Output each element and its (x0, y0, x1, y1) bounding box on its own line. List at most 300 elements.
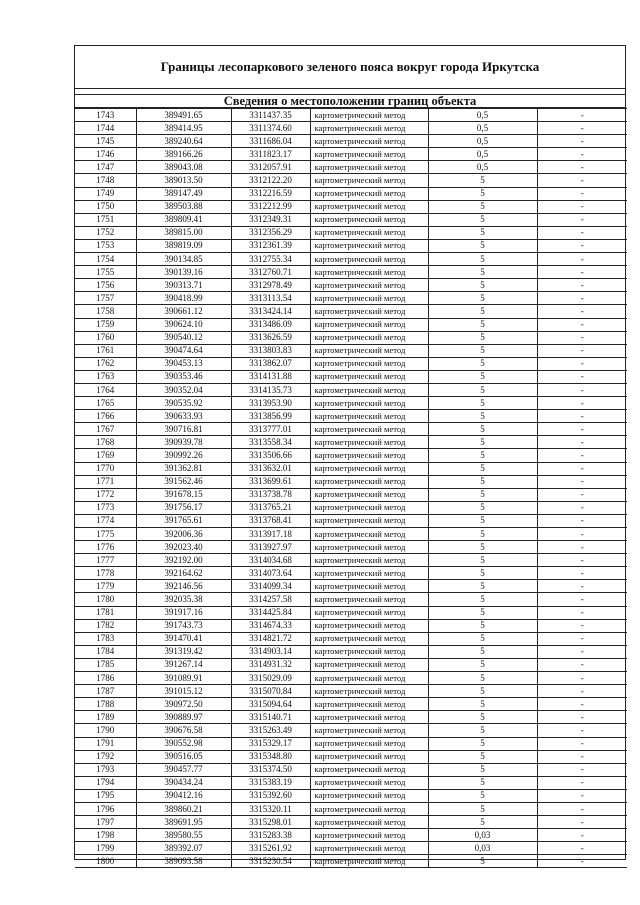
y-coordinate-cell: 3315383.19 (231, 776, 310, 789)
table-row (75, 148, 627, 161)
accuracy-cell: 5 (428, 737, 537, 750)
point-number-cell: 1769 (75, 449, 136, 462)
accuracy-cell: 5 (428, 436, 537, 449)
description-cell: - (537, 541, 627, 554)
x-coordinate-cell: 390134.85 (136, 253, 231, 266)
x-coordinate-cell: 390353.46 (136, 370, 231, 383)
accuracy-cell: 5 (428, 449, 537, 462)
y-coordinate-cell: 3312356.29 (231, 226, 310, 239)
accuracy-cell: 5 (428, 541, 537, 554)
table-row (75, 554, 627, 567)
x-coordinate-cell: 392192.00 (136, 554, 231, 567)
y-coordinate-cell: 3313927.97 (231, 541, 310, 554)
method-cell: картометрический метод (310, 685, 428, 698)
accuracy-cell: 0,5 (428, 122, 537, 135)
point-number-cell: 1784 (75, 645, 136, 658)
description-cell: - (537, 449, 627, 462)
description-cell: - (537, 266, 627, 279)
table-row (75, 109, 627, 122)
point-number-cell: 1747 (75, 161, 136, 174)
point-number-cell: 1750 (75, 200, 136, 213)
description-cell: - (537, 606, 627, 619)
point-number-cell: 1782 (75, 619, 136, 632)
y-coordinate-cell: 3314073.64 (231, 567, 310, 580)
method-cell: картометрический метод (310, 318, 428, 331)
y-coordinate-cell: 3313486.09 (231, 318, 310, 331)
x-coordinate-cell: 390540.12 (136, 331, 231, 344)
x-coordinate-cell: 390716.81 (136, 423, 231, 436)
y-coordinate-cell: 3313738.78 (231, 488, 310, 501)
point-number-cell: 1767 (75, 423, 136, 436)
table-row (75, 357, 627, 370)
x-coordinate-cell: 390992.26 (136, 449, 231, 462)
accuracy-cell: 5 (428, 200, 537, 213)
description-cell: - (537, 855, 627, 868)
x-coordinate-cell: 389580.55 (136, 829, 231, 842)
description-cell: - (537, 410, 627, 423)
point-number-cell: 1783 (75, 632, 136, 645)
method-cell: картометрический метод (310, 253, 428, 266)
method-cell: картометрический метод (310, 580, 428, 593)
x-coordinate-cell: 389392.07 (136, 842, 231, 855)
y-coordinate-cell: 3315140.71 (231, 711, 310, 724)
point-number-cell: 1794 (75, 776, 136, 789)
x-coordinate-cell: 389414.95 (136, 122, 231, 135)
document-frame (74, 45, 626, 866)
method-cell: картометрический метод (310, 292, 428, 305)
table-row (75, 789, 627, 802)
x-coordinate-cell: 391562.46 (136, 475, 231, 488)
accuracy-cell: 0,5 (428, 109, 537, 122)
table-row (75, 829, 627, 842)
accuracy-cell: 5 (428, 711, 537, 724)
method-cell: картометрический метод (310, 763, 428, 776)
page-title: Границы лесопаркового зеленого пояса вокруг города Иркутска (75, 46, 625, 89)
table-row (75, 763, 627, 776)
x-coordinate-cell: 390633.93 (136, 410, 231, 423)
y-coordinate-cell: 3313632.01 (231, 462, 310, 475)
description-cell: - (537, 528, 627, 541)
y-coordinate-cell: 3312755.34 (231, 253, 310, 266)
point-number-cell: 1799 (75, 842, 136, 855)
point-number-cell: 1776 (75, 541, 136, 554)
y-coordinate-cell: 3314131.88 (231, 370, 310, 383)
accuracy-cell: 5 (428, 619, 537, 632)
method-cell: картометрический метод (310, 305, 428, 318)
accuracy-cell: 5 (428, 685, 537, 698)
table-row (75, 449, 627, 462)
accuracy-cell: 5 (428, 357, 537, 370)
section-subtitle: Сведения о местоположении границ объекта (75, 95, 625, 108)
accuracy-cell: 5 (428, 554, 537, 567)
x-coordinate-cell: 390418.99 (136, 292, 231, 305)
description-cell: - (537, 645, 627, 658)
y-coordinate-cell: 3313803.83 (231, 344, 310, 357)
method-cell: картометрический метод (310, 672, 428, 685)
method-cell: картометрический метод (310, 436, 428, 449)
description-cell: - (537, 580, 627, 593)
point-number-cell: 1743 (75, 109, 136, 122)
method-cell: картометрический метод (310, 239, 428, 252)
point-number-cell: 1796 (75, 802, 136, 815)
point-number-cell: 1780 (75, 593, 136, 606)
point-number-cell: 1785 (75, 658, 136, 671)
table-row (75, 410, 627, 423)
point-number-cell: 1753 (75, 239, 136, 252)
description-cell: - (537, 593, 627, 606)
table-row (75, 724, 627, 737)
table-row (75, 685, 627, 698)
point-number-cell: 1765 (75, 397, 136, 410)
point-number-cell: 1781 (75, 606, 136, 619)
x-coordinate-cell: 390535.92 (136, 397, 231, 410)
y-coordinate-cell: 3312760.71 (231, 266, 310, 279)
point-number-cell: 1772 (75, 488, 136, 501)
description-cell: - (537, 475, 627, 488)
y-coordinate-cell: 3314135.73 (231, 383, 310, 396)
point-number-cell: 1788 (75, 698, 136, 711)
accuracy-cell: 5 (428, 580, 537, 593)
description-cell: - (537, 292, 627, 305)
y-coordinate-cell: 3314821.72 (231, 632, 310, 645)
table-row (75, 514, 627, 527)
x-coordinate-cell: 390661.12 (136, 305, 231, 318)
method-cell: картометрический метод (310, 423, 428, 436)
description-cell: - (537, 619, 627, 632)
accuracy-cell: 5 (428, 305, 537, 318)
x-coordinate-cell: 391319.42 (136, 645, 231, 658)
table-row (75, 213, 627, 226)
accuracy-cell: 0,5 (428, 161, 537, 174)
x-coordinate-cell: 390889.97 (136, 711, 231, 724)
x-coordinate-cell: 391743.73 (136, 619, 231, 632)
accuracy-cell: 0,03 (428, 842, 537, 855)
point-number-cell: 1754 (75, 253, 136, 266)
description-cell: - (537, 829, 627, 842)
accuracy-cell: 5 (428, 253, 537, 266)
accuracy-cell: 5 (428, 750, 537, 763)
accuracy-cell: 5 (428, 383, 537, 396)
point-number-cell: 1777 (75, 554, 136, 567)
table-row (75, 816, 627, 829)
x-coordinate-cell: 390412.16 (136, 789, 231, 802)
x-coordinate-cell: 390457.77 (136, 763, 231, 776)
description-cell: - (537, 501, 627, 514)
description-cell: - (537, 658, 627, 671)
x-coordinate-cell: 392023.40 (136, 541, 231, 554)
method-cell: картометрический метод (310, 501, 428, 514)
description-cell: - (537, 724, 627, 737)
method-cell: картометрический метод (310, 449, 428, 462)
accuracy-cell: 5 (428, 672, 537, 685)
y-coordinate-cell: 3313953.90 (231, 397, 310, 410)
table-row (75, 344, 627, 357)
x-coordinate-cell: 390474.64 (136, 344, 231, 357)
accuracy-cell: 5 (428, 606, 537, 619)
method-cell: картометрический метод (310, 174, 428, 187)
y-coordinate-cell: 3314099.34 (231, 580, 310, 593)
y-coordinate-cell: 3315094.64 (231, 698, 310, 711)
x-coordinate-cell: 392006.36 (136, 528, 231, 541)
point-number-cell: 1770 (75, 462, 136, 475)
description-cell: - (537, 737, 627, 750)
accuracy-cell: 5 (428, 213, 537, 226)
method-cell: картометрический метод (310, 658, 428, 671)
accuracy-cell: 5 (428, 698, 537, 711)
accuracy-cell: 5 (428, 855, 537, 868)
y-coordinate-cell: 3312349.31 (231, 213, 310, 226)
method-cell: картометрический метод (310, 187, 428, 200)
description-cell: - (537, 462, 627, 475)
description-cell: - (537, 331, 627, 344)
y-coordinate-cell: 3313862.07 (231, 357, 310, 370)
point-number-cell: 1800 (75, 855, 136, 868)
description-cell: - (537, 672, 627, 685)
method-cell: картометрический метод (310, 554, 428, 567)
table-row (75, 122, 627, 135)
x-coordinate-cell: 390453.13 (136, 357, 231, 370)
x-coordinate-cell: 390139.16 (136, 266, 231, 279)
method-cell: картометрический метод (310, 842, 428, 855)
method-cell: картометрический метод (310, 855, 428, 868)
table-row (75, 292, 627, 305)
description-cell: - (537, 423, 627, 436)
method-cell: картометрический метод (310, 567, 428, 580)
description-cell: - (537, 148, 627, 161)
x-coordinate-cell: 389815.00 (136, 226, 231, 239)
table-row (75, 776, 627, 789)
method-cell: картометрический метод (310, 541, 428, 554)
x-coordinate-cell: 389093.58 (136, 855, 231, 868)
method-cell: картометрический метод (310, 148, 428, 161)
x-coordinate-cell: 391267.14 (136, 658, 231, 671)
accuracy-cell: 0,5 (428, 135, 537, 148)
method-cell: картометрический метод (310, 645, 428, 658)
description-cell: - (537, 802, 627, 815)
accuracy-cell: 5 (428, 410, 537, 423)
point-number-cell: 1751 (75, 213, 136, 226)
y-coordinate-cell: 3313917.18 (231, 528, 310, 541)
x-coordinate-cell: 389503.88 (136, 200, 231, 213)
method-cell: картометрический метод (310, 357, 428, 370)
x-coordinate-cell: 391362.81 (136, 462, 231, 475)
x-coordinate-cell: 390313.71 (136, 279, 231, 292)
description-cell: - (537, 239, 627, 252)
accuracy-cell: 5 (428, 763, 537, 776)
point-number-cell: 1771 (75, 475, 136, 488)
table-row (75, 161, 627, 174)
y-coordinate-cell: 3312978.49 (231, 279, 310, 292)
method-cell: картометрический метод (310, 632, 428, 645)
x-coordinate-cell: 391470.41 (136, 632, 231, 645)
method-cell: картометрический метод (310, 619, 428, 632)
table-row (75, 200, 627, 213)
y-coordinate-cell: 3312057.91 (231, 161, 310, 174)
coordinates-table (75, 108, 627, 868)
point-number-cell: 1793 (75, 763, 136, 776)
y-coordinate-cell: 3313768.41 (231, 514, 310, 527)
y-coordinate-cell: 3311823.17 (231, 148, 310, 161)
accuracy-cell: 5 (428, 658, 537, 671)
table-row (75, 383, 627, 396)
y-coordinate-cell: 3314257.58 (231, 593, 310, 606)
y-coordinate-cell: 3313765.21 (231, 501, 310, 514)
table-row (75, 593, 627, 606)
x-coordinate-cell: 391756.17 (136, 501, 231, 514)
table-row (75, 226, 627, 239)
y-coordinate-cell: 3315392.60 (231, 789, 310, 802)
accuracy-cell: 5 (428, 226, 537, 239)
y-coordinate-cell: 3311437.35 (231, 109, 310, 122)
y-coordinate-cell: 3315320.11 (231, 802, 310, 815)
x-coordinate-cell: 391765.61 (136, 514, 231, 527)
point-number-cell: 1756 (75, 279, 136, 292)
y-coordinate-cell: 3311686.04 (231, 135, 310, 148)
point-number-cell: 1755 (75, 266, 136, 279)
table-row (75, 541, 627, 554)
table-row (75, 619, 627, 632)
point-number-cell: 1789 (75, 711, 136, 724)
point-number-cell: 1778 (75, 567, 136, 580)
x-coordinate-cell: 389809.41 (136, 213, 231, 226)
accuracy-cell: 5 (428, 423, 537, 436)
y-coordinate-cell: 3315283.38 (231, 829, 310, 842)
accuracy-cell: 5 (428, 187, 537, 200)
x-coordinate-cell: 392146.56 (136, 580, 231, 593)
method-cell: картометрический метод (310, 331, 428, 344)
description-cell: - (537, 776, 627, 789)
method-cell: картометрический метод (310, 135, 428, 148)
description-cell: - (537, 685, 627, 698)
y-coordinate-cell: 3314034.68 (231, 554, 310, 567)
method-cell: картометрический метод (310, 109, 428, 122)
y-coordinate-cell: 3313699.61 (231, 475, 310, 488)
x-coordinate-cell: 389691.95 (136, 816, 231, 829)
point-number-cell: 1744 (75, 122, 136, 135)
point-number-cell: 1763 (75, 370, 136, 383)
table-row (75, 711, 627, 724)
accuracy-cell: 5 (428, 776, 537, 789)
y-coordinate-cell: 3315263.49 (231, 724, 310, 737)
accuracy-cell: 5 (428, 632, 537, 645)
description-cell: - (537, 174, 627, 187)
table-row (75, 750, 627, 763)
x-coordinate-cell: 389147.49 (136, 187, 231, 200)
y-coordinate-cell: 3315070.84 (231, 685, 310, 698)
table-row (75, 266, 627, 279)
method-cell: картометрический метод (310, 802, 428, 815)
method-cell: картометрический метод (310, 829, 428, 842)
accuracy-cell: 5 (428, 789, 537, 802)
method-cell: картометрический метод (310, 161, 428, 174)
accuracy-cell: 5 (428, 501, 537, 514)
method-cell: картометрический метод (310, 410, 428, 423)
accuracy-cell: 5 (428, 266, 537, 279)
description-cell: - (537, 436, 627, 449)
y-coordinate-cell: 3315348.80 (231, 750, 310, 763)
x-coordinate-cell: 389166.26 (136, 148, 231, 161)
x-coordinate-cell: 390676.58 (136, 724, 231, 737)
accuracy-cell: 5 (428, 239, 537, 252)
x-coordinate-cell: 392035.38 (136, 593, 231, 606)
x-coordinate-cell: 389860.21 (136, 802, 231, 815)
point-number-cell: 1748 (75, 174, 136, 187)
point-number-cell: 1798 (75, 829, 136, 842)
table-row (75, 174, 627, 187)
accuracy-cell: 5 (428, 802, 537, 815)
description-cell: - (537, 253, 627, 266)
method-cell: картометрический метод (310, 383, 428, 396)
method-cell: картометрический метод (310, 593, 428, 606)
y-coordinate-cell: 3312122.20 (231, 174, 310, 187)
description-cell: - (537, 213, 627, 226)
point-number-cell: 1760 (75, 331, 136, 344)
table-row (75, 672, 627, 685)
description-cell: - (537, 514, 627, 527)
method-cell: картометрический метод (310, 213, 428, 226)
method-cell: картометрический метод (310, 279, 428, 292)
accuracy-cell: 5 (428, 475, 537, 488)
accuracy-cell: 5 (428, 279, 537, 292)
x-coordinate-cell: 391917.16 (136, 606, 231, 619)
point-number-cell: 1761 (75, 344, 136, 357)
table-row (75, 658, 627, 671)
description-cell: - (537, 698, 627, 711)
description-cell: - (537, 226, 627, 239)
description-cell: - (537, 200, 627, 213)
y-coordinate-cell: 3313856.99 (231, 410, 310, 423)
table-row (75, 737, 627, 750)
point-number-cell: 1757 (75, 292, 136, 305)
method-cell: картометрический метод (310, 816, 428, 829)
method-cell: картометрический метод (310, 462, 428, 475)
x-coordinate-cell: 390552.98 (136, 737, 231, 750)
method-cell: картометрический метод (310, 711, 428, 724)
method-cell: картометрический метод (310, 266, 428, 279)
description-cell: - (537, 135, 627, 148)
point-number-cell: 1768 (75, 436, 136, 449)
y-coordinate-cell: 3313506.66 (231, 449, 310, 462)
y-coordinate-cell: 3312361.39 (231, 239, 310, 252)
table-row (75, 253, 627, 266)
point-number-cell: 1774 (75, 514, 136, 527)
description-cell: - (537, 318, 627, 331)
table-row (75, 331, 627, 344)
table-row (75, 397, 627, 410)
table-row (75, 305, 627, 318)
description-cell: - (537, 711, 627, 724)
description-cell: - (537, 488, 627, 501)
method-cell: картометрический метод (310, 789, 428, 802)
method-cell: картометрический метод (310, 226, 428, 239)
y-coordinate-cell: 3312216.59 (231, 187, 310, 200)
accuracy-cell: 5 (428, 370, 537, 383)
description-cell: - (537, 383, 627, 396)
method-cell: картометрический метод (310, 122, 428, 135)
y-coordinate-cell: 3315329.17 (231, 737, 310, 750)
y-coordinate-cell: 3315230.54 (231, 855, 310, 868)
point-number-cell: 1766 (75, 410, 136, 423)
description-cell: - (537, 842, 627, 855)
y-coordinate-cell: 3313113.54 (231, 292, 310, 305)
y-coordinate-cell: 3314903.14 (231, 645, 310, 658)
description-cell: - (537, 567, 627, 580)
point-number-cell: 1786 (75, 672, 136, 685)
x-coordinate-cell: 392164.62 (136, 567, 231, 580)
table-row (75, 135, 627, 148)
table-row (75, 855, 627, 868)
point-number-cell: 1775 (75, 528, 136, 541)
